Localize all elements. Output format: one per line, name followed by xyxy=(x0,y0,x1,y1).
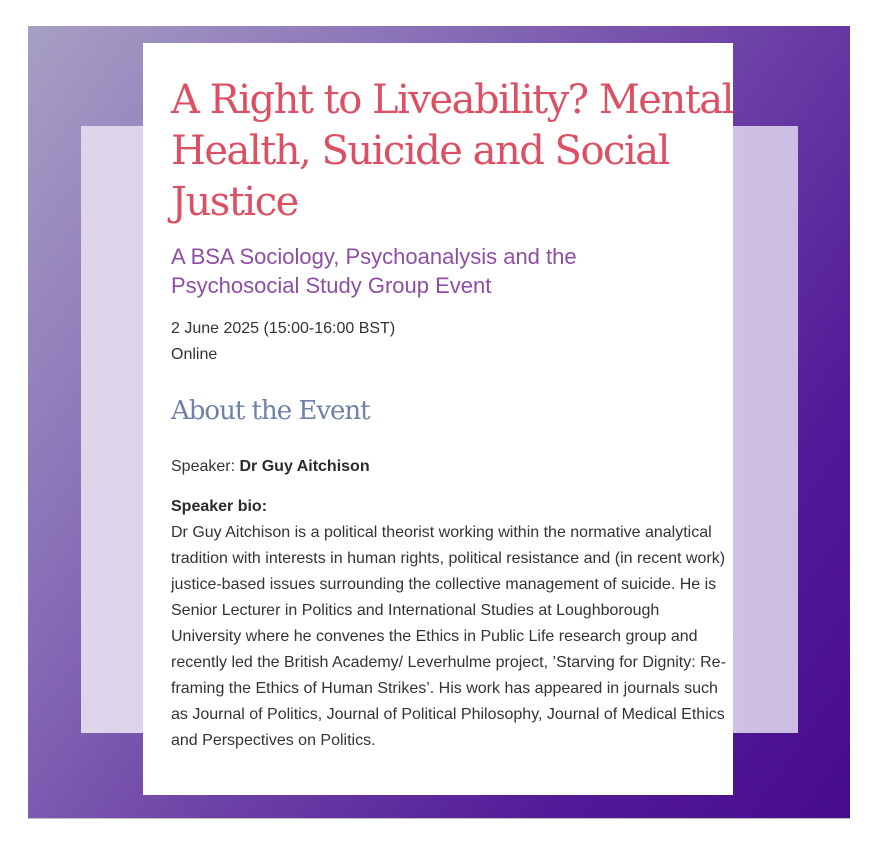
speaker-line xyxy=(171,456,733,478)
event-location: Online xyxy=(171,346,218,363)
bio-label: Speaker bio: xyxy=(171,498,268,515)
event-title: A Right to Liveability? Mental Health, Suicide and Social Justice xyxy=(171,77,733,225)
speaker-name: Dr Guy Aitchison xyxy=(239,458,370,475)
bio-text: Dr Guy Aitchison is a political theorist working within the normative analytical tradition with interests in human rights, political resistance and (in recent work) justice-based issues surrounding the collective management of suicide. He is Senior Lecturer in Politics and International Studies at Loughborough University where he convenes the Ethics in Public Life research group and recently led the British Academy/ Leverhulme project, ’Starving for Dignity: Re-framing the Ethics of Human Strikes’. His work has appeared in journals such as Journal of Politics, Journal of Political Philosophy, Journal of Medical Ethics and Perspectives on Politics. xyxy=(171,524,726,749)
event-meta xyxy=(171,316,733,368)
event-subtitle: A BSA Sociology, Psychoanalysis and the Psychosocial Study Group Event xyxy=(171,244,577,298)
speaker-label: Speaker: xyxy=(171,458,236,475)
event-date: 2 June 2025 (15:00-16:00 BST) xyxy=(171,320,396,337)
about-heading: About the Event xyxy=(171,396,370,426)
speaker-bio xyxy=(171,496,733,754)
event-card xyxy=(143,43,733,795)
